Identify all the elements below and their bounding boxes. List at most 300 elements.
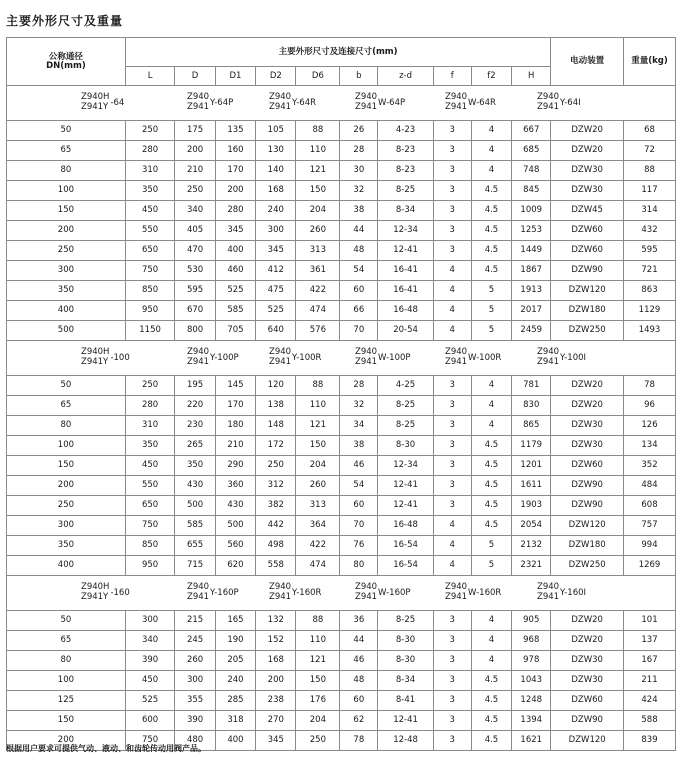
cell-l: 280 — [125, 141, 175, 161]
cell-b: 38 — [340, 436, 378, 456]
cell-d6: 260 — [296, 476, 340, 496]
cell-f2: 4.5 — [471, 731, 511, 751]
cell-drive: DZW20 — [551, 611, 624, 631]
cell-d2: 312 — [256, 476, 296, 496]
cell-f2: 4 — [471, 651, 511, 671]
cell-b: 44 — [340, 631, 378, 651]
cell-d1: 500 — [215, 516, 255, 536]
cell-d: 210 — [175, 161, 215, 181]
model-suffix: Y-64R — [292, 97, 317, 108]
cell-d1: 560 — [215, 536, 255, 556]
cell-l: 390 — [125, 651, 175, 671]
cell-d6: 361 — [296, 261, 340, 281]
model-suffix: Y-160I — [560, 587, 587, 598]
cell-d2: 168 — [256, 651, 296, 671]
table-row — [7, 321, 676, 341]
cell-dn: 200 — [7, 221, 126, 241]
model-line: Z941 — [445, 102, 468, 112]
cell-f2: 5 — [471, 556, 511, 576]
cell-d1: 460 — [215, 261, 255, 281]
model-group-cell — [7, 86, 676, 121]
cell-l: 750 — [125, 731, 175, 751]
cell-f2: 4.5 — [471, 476, 511, 496]
cell-dn: 300 — [7, 516, 126, 536]
cell-dn: 80 — [7, 651, 126, 671]
cell-d: 470 — [175, 241, 215, 261]
cell-d1: 170 — [215, 161, 255, 181]
cell-f2: 4 — [471, 161, 511, 181]
cell-l: 525 — [125, 691, 175, 711]
cell-h: 865 — [512, 416, 551, 436]
cell-d2: 345 — [256, 731, 296, 751]
table-row — [7, 516, 676, 536]
cell-weight: 1129 — [624, 301, 676, 321]
cell-dn: 400 — [7, 556, 126, 576]
cell-z-d: 8-30 — [378, 436, 433, 456]
cell-b: 48 — [340, 671, 378, 691]
cell-dn: 150 — [7, 201, 126, 221]
cell-f2: 4.5 — [471, 496, 511, 516]
cell-f2: 5 — [471, 536, 511, 556]
cell-weight: 863 — [624, 281, 676, 301]
model-line: Z941 — [187, 357, 210, 367]
cell-dn: 65 — [7, 396, 126, 416]
cell-d: 175 — [175, 121, 215, 141]
cell-weight: 484 — [624, 476, 676, 496]
cell-weight: 595 — [624, 241, 676, 261]
model-line: Z941 — [269, 592, 292, 602]
cell-d: 350 — [175, 456, 215, 476]
cell-d: 595 — [175, 281, 215, 301]
cell-d6: 474 — [296, 301, 340, 321]
cell-b: 76 — [340, 536, 378, 556]
cell-d: 530 — [175, 261, 215, 281]
model-line: Z940 — [269, 582, 292, 593]
cell-b: 62 — [340, 711, 378, 731]
cell-f: 3 — [433, 611, 471, 631]
table-row — [7, 201, 676, 221]
cell-d1: 180 — [215, 416, 255, 436]
cell-d6: 88 — [296, 376, 340, 396]
cell-h: 968 — [512, 631, 551, 651]
cell-f: 3 — [433, 201, 471, 221]
cell-d1: 285 — [215, 691, 255, 711]
cell-b: 26 — [340, 121, 378, 141]
model-line: Z941 — [187, 592, 210, 602]
cell-d: 480 — [175, 731, 215, 751]
cell-f: 4 — [433, 321, 471, 341]
cell-weight: 167 — [624, 651, 676, 671]
cell-d: 500 — [175, 496, 215, 516]
cell-d2: 140 — [256, 161, 296, 181]
cell-l: 250 — [125, 376, 175, 396]
cell-weight: 352 — [624, 456, 676, 476]
table-row — [7, 241, 676, 261]
cell-d: 265 — [175, 436, 215, 456]
cell-f2: 4.5 — [471, 671, 511, 691]
cell-f2: 4 — [471, 141, 511, 161]
cell-dn: 350 — [7, 281, 126, 301]
cell-d6: 204 — [296, 456, 340, 476]
table-row — [7, 161, 676, 181]
cell-h: 1253 — [512, 221, 551, 241]
cell-d1: 318 — [215, 711, 255, 731]
model-line: Z941 — [269, 357, 292, 367]
cell-d: 260 — [175, 651, 215, 671]
cell-f2: 4.5 — [471, 516, 511, 536]
table-row — [7, 456, 676, 476]
cell-weight: 1269 — [624, 556, 676, 576]
cell-z-d: 16-54 — [378, 556, 433, 576]
cell-z-d: 8-30 — [378, 651, 433, 671]
model-group-row — [7, 341, 676, 376]
cell-d1: 160 — [215, 141, 255, 161]
cell-f: 3 — [433, 221, 471, 241]
cell-d: 250 — [175, 181, 215, 201]
cell-d6: 88 — [296, 611, 340, 631]
cell-weight: 78 — [624, 376, 676, 396]
cell-dn: 50 — [7, 121, 126, 141]
cell-d6: 474 — [296, 556, 340, 576]
cell-d1: 145 — [215, 376, 255, 396]
cell-d1: 190 — [215, 631, 255, 651]
cell-z-d: 12-41 — [378, 241, 433, 261]
model-line: Z941 — [355, 592, 378, 602]
table-row — [7, 476, 676, 496]
model-group-cell — [7, 576, 676, 611]
cell-f: 3 — [433, 121, 471, 141]
cell-drive: DZW30 — [551, 161, 624, 181]
cell-l: 750 — [125, 261, 175, 281]
cell-l: 310 — [125, 161, 175, 181]
cell-dn: 100 — [7, 671, 126, 691]
model-line: Z940 — [269, 92, 292, 103]
model-label — [355, 93, 405, 113]
cell-d6: 204 — [296, 201, 340, 221]
cell-dn: 80 — [7, 161, 126, 181]
table-row — [7, 651, 676, 671]
model-line: Z940 — [187, 347, 210, 358]
model-line: Z940 — [445, 582, 468, 593]
cell-weight: 211 — [624, 671, 676, 691]
model-line: Z940 — [355, 92, 378, 103]
cell-d2: 152 — [256, 631, 296, 651]
cell-f: 3 — [433, 671, 471, 691]
cell-f: 3 — [433, 241, 471, 261]
cell-d6: 250 — [296, 731, 340, 751]
cell-h: 685 — [512, 141, 551, 161]
cell-d: 215 — [175, 611, 215, 631]
cell-dn: 65 — [7, 631, 126, 651]
table-row — [7, 536, 676, 556]
cell-h: 1611 — [512, 476, 551, 496]
cell-l: 250 — [125, 121, 175, 141]
cell-drive: DZW90 — [551, 476, 624, 496]
table-row — [7, 396, 676, 416]
cell-drive: DZW250 — [551, 556, 624, 576]
header-col-d: D — [175, 67, 215, 86]
cell-l: 600 — [125, 711, 175, 731]
model-suffix: -100 — [110, 352, 130, 363]
cell-d2: 138 — [256, 396, 296, 416]
cell-b: 54 — [340, 476, 378, 496]
header-col-d6: D6 — [296, 67, 340, 86]
cell-dn: 65 — [7, 141, 126, 161]
cell-dn: 200 — [7, 476, 126, 496]
cell-weight: 88 — [624, 161, 676, 181]
table-row — [7, 181, 676, 201]
cell-d1: 210 — [215, 436, 255, 456]
cell-d1: 200 — [215, 181, 255, 201]
cell-f: 3 — [433, 691, 471, 711]
cell-l: 350 — [125, 181, 175, 201]
model-label — [355, 583, 411, 603]
model-line: Z941Y — [81, 592, 109, 602]
cell-b: 32 — [340, 396, 378, 416]
cell-d: 300 — [175, 671, 215, 691]
cell-drive: DZW120 — [551, 516, 624, 536]
model-label — [537, 583, 586, 603]
cell-d6: 313 — [296, 241, 340, 261]
cell-dn: 80 — [7, 416, 126, 436]
cell-dn: 150 — [7, 456, 126, 476]
cell-f: 3 — [433, 141, 471, 161]
cell-f: 3 — [433, 651, 471, 671]
model-label — [445, 93, 496, 113]
cell-h: 845 — [512, 181, 551, 201]
model-line: Z941 — [445, 592, 468, 602]
model-label — [187, 348, 239, 368]
model-suffix: -160 — [110, 587, 130, 598]
cell-l: 450 — [125, 456, 175, 476]
cell-b: 66 — [340, 301, 378, 321]
model-group-row — [7, 86, 676, 121]
model-suffix: Y-64P — [210, 97, 234, 108]
cell-d2: 105 — [256, 121, 296, 141]
cell-z-d: 16-41 — [378, 261, 433, 281]
model-group-row — [7, 576, 676, 611]
model-line: Z941Y — [81, 102, 109, 112]
cell-drive: DZW90 — [551, 711, 624, 731]
cell-f: 4 — [433, 301, 471, 321]
cell-d6: 364 — [296, 516, 340, 536]
cell-weight: 432 — [624, 221, 676, 241]
model-line: Z941 — [537, 592, 560, 602]
cell-d6: 422 — [296, 281, 340, 301]
cell-b: 44 — [340, 221, 378, 241]
model-label — [537, 348, 586, 368]
cell-d6: 110 — [296, 141, 340, 161]
cell-z-d: 8-25 — [378, 416, 433, 436]
cell-d: 220 — [175, 396, 215, 416]
cell-h: 1248 — [512, 691, 551, 711]
cell-d6: 260 — [296, 221, 340, 241]
header-row — [7, 38, 676, 67]
header-col-d2: D2 — [256, 67, 296, 86]
cell-weight: 117 — [624, 181, 676, 201]
cell-d2: 200 — [256, 671, 296, 691]
model-line: Z941 — [187, 102, 210, 112]
cell-h: 2459 — [512, 321, 551, 341]
cell-b: 60 — [340, 496, 378, 516]
cell-d6: 150 — [296, 181, 340, 201]
cell-z-d: 8-25 — [378, 181, 433, 201]
model-suffix: W-160R — [468, 587, 502, 598]
cell-weight: 1493 — [624, 321, 676, 341]
cell-d6: 576 — [296, 321, 340, 341]
model-line: Z941 — [445, 357, 468, 367]
cell-h: 2321 — [512, 556, 551, 576]
model-line: Z940 — [445, 347, 468, 358]
cell-drive: DZW60 — [551, 221, 624, 241]
table-row — [7, 556, 676, 576]
cell-z-d: 12-34 — [378, 221, 433, 241]
model-suffix: W-160P — [378, 587, 411, 598]
cell-h: 1867 — [512, 261, 551, 281]
header-col-h: H — [512, 67, 551, 86]
cell-z-d: 16-41 — [378, 281, 433, 301]
cell-dn: 200 — [7, 731, 126, 751]
cell-b: 30 — [340, 161, 378, 181]
model-line: Z940 — [445, 92, 468, 103]
cell-z-d: 8-34 — [378, 671, 433, 691]
cell-d: 655 — [175, 536, 215, 556]
cell-dn: 400 — [7, 301, 126, 321]
cell-f: 4 — [433, 556, 471, 576]
cell-b: 80 — [340, 556, 378, 576]
model-line: Z940 — [537, 347, 560, 358]
cell-f2: 4.5 — [471, 181, 511, 201]
cell-b: 60 — [340, 281, 378, 301]
cell-z-d: 8-30 — [378, 631, 433, 651]
cell-d1: 430 — [215, 496, 255, 516]
cell-d1: 345 — [215, 221, 255, 241]
cell-d: 585 — [175, 516, 215, 536]
cell-z-d: 4-23 — [378, 121, 433, 141]
cell-dn: 50 — [7, 376, 126, 396]
cell-d2: 250 — [256, 456, 296, 476]
footnote: 根据用户要求可提供气动、液动、和齿轮传动用阀产品。 — [6, 744, 206, 753]
cell-h: 1449 — [512, 241, 551, 261]
cell-d6: 110 — [296, 631, 340, 651]
cell-weight: 757 — [624, 516, 676, 536]
cell-d6: 150 — [296, 436, 340, 456]
header-col-d1: D1 — [215, 67, 255, 86]
cell-d2: 168 — [256, 181, 296, 201]
cell-drive: DZW90 — [551, 261, 624, 281]
cell-z-d: 20-54 — [378, 321, 433, 341]
cell-drive: DZW30 — [551, 651, 624, 671]
cell-f2: 4.5 — [471, 436, 511, 456]
cell-l: 1150 — [125, 321, 175, 341]
header-col-zd: z-d — [378, 67, 433, 86]
header-col-b: b — [340, 67, 378, 86]
cell-d1: 135 — [215, 121, 255, 141]
model-suffix: Y-100I — [560, 352, 587, 363]
cell-weight: 588 — [624, 711, 676, 731]
cell-d1: 525 — [215, 281, 255, 301]
cell-f: 4 — [433, 516, 471, 536]
table-row — [7, 301, 676, 321]
cell-d6: 121 — [296, 161, 340, 181]
cell-l: 450 — [125, 201, 175, 221]
cell-h: 781 — [512, 376, 551, 396]
cell-h: 1621 — [512, 731, 551, 751]
cell-l: 650 — [125, 496, 175, 516]
model-line: Z940H — [81, 347, 110, 358]
cell-b: 36 — [340, 611, 378, 631]
cell-dn: 350 — [7, 536, 126, 556]
cell-z-d: 8-23 — [378, 161, 433, 181]
table-row — [7, 416, 676, 436]
cell-l: 340 — [125, 631, 175, 651]
table-row — [7, 121, 676, 141]
cell-weight: 994 — [624, 536, 676, 556]
cell-b: 70 — [340, 321, 378, 341]
cell-d1: 400 — [215, 241, 255, 261]
model-suffix: Y-160R — [292, 587, 322, 598]
cell-drive: DZW120 — [551, 731, 624, 751]
cell-d: 200 — [175, 141, 215, 161]
cell-h: 830 — [512, 396, 551, 416]
model-suffix: W-100P — [378, 352, 411, 363]
model-line: Z941 — [537, 102, 560, 112]
cell-d6: 121 — [296, 651, 340, 671]
cell-l: 310 — [125, 416, 175, 436]
cell-drive: DZW90 — [551, 496, 624, 516]
header-col-l: L — [125, 67, 175, 86]
cell-d6: 422 — [296, 536, 340, 556]
cell-weight: 137 — [624, 631, 676, 651]
cell-dn: 500 — [7, 321, 126, 341]
cell-weight: 608 — [624, 496, 676, 516]
cell-h: 2054 — [512, 516, 551, 536]
cell-d2: 300 — [256, 221, 296, 241]
cell-h: 1903 — [512, 496, 551, 516]
cell-f2: 4.5 — [471, 261, 511, 281]
model-label — [445, 583, 501, 603]
cell-dn: 300 — [7, 261, 126, 281]
cell-f2: 5 — [471, 301, 511, 321]
cell-f: 3 — [433, 436, 471, 456]
cell-h: 1913 — [512, 281, 551, 301]
cell-d: 430 — [175, 476, 215, 496]
cell-d: 405 — [175, 221, 215, 241]
cell-d6: 313 — [296, 496, 340, 516]
cell-l: 450 — [125, 671, 175, 691]
cell-drive: DZW20 — [551, 396, 624, 416]
cell-f: 3 — [433, 731, 471, 751]
cell-l: 650 — [125, 241, 175, 261]
cell-b: 32 — [340, 181, 378, 201]
cell-d1: 205 — [215, 651, 255, 671]
model-line: Z940H — [81, 582, 110, 593]
model-label — [269, 583, 321, 603]
table-row — [7, 631, 676, 651]
table-row — [7, 671, 676, 691]
cell-drive: DZW45 — [551, 201, 624, 221]
cell-f2: 4 — [471, 611, 511, 631]
table-row — [7, 261, 676, 281]
cell-z-d: 12-41 — [378, 476, 433, 496]
cell-weight: 72 — [624, 141, 676, 161]
cell-dn: 100 — [7, 181, 126, 201]
cell-b: 78 — [340, 731, 378, 751]
cell-l: 750 — [125, 516, 175, 536]
cell-d2: 442 — [256, 516, 296, 536]
model-line: Z941 — [537, 357, 560, 367]
cell-z-d: 12-41 — [378, 496, 433, 516]
